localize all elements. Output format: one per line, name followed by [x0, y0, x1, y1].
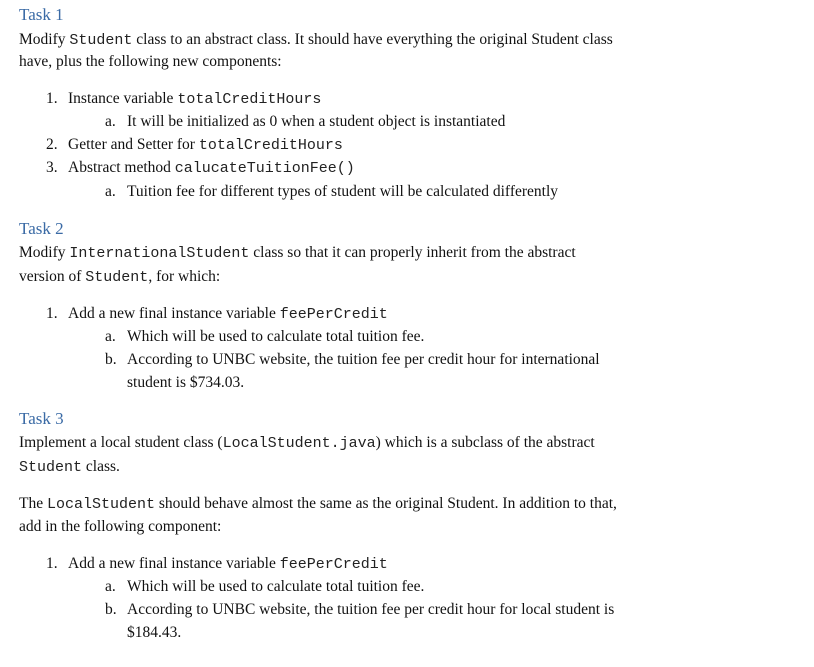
task1-list-item-1: 1. Instance variable totalCreditHours	[46, 90, 322, 108]
task3-intro-line1: Implement a local student class (LocalStudent.java) which is a subclass of the abstract	[19, 434, 595, 452]
task3-list-item-1: 1. Add a new final instance variable feePerCredit	[46, 555, 388, 573]
task1-heading: Task 1	[19, 5, 64, 24]
task1-list-item-2: 2. Getter and Setter for totalCreditHours	[46, 136, 343, 154]
task1-intro-line1: Modify Student class to an abstract class. It should have everything the original Student class	[19, 31, 613, 49]
task3-list-item-1b-cont: $184.43.	[127, 624, 182, 641]
task3-heading: Task 3	[19, 409, 64, 428]
task2-heading: Task 2	[19, 219, 64, 238]
task2-list-item-1a: a. Which will be used to calculate total tuition fee.	[105, 328, 425, 345]
task2-list-item-1b-cont: student is $734.03.	[127, 374, 245, 391]
task3-paragraph-line2: add in the following component:	[19, 518, 222, 535]
task3-list-item-1a: a. Which will be used to calculate total tuition fee.	[105, 578, 425, 595]
task3-intro-line2: Student class.	[19, 458, 120, 476]
task2-list-item-1b: b. According to UNBC website, the tuition fee per credit hour for international	[105, 351, 600, 368]
code-student: Student	[69, 32, 133, 49]
task2-intro-line1: Modify InternationalStudent class so that it can properly inherit from the abstract	[19, 244, 576, 262]
task1-list-item-1a: a. It will be initialized as 0 when a student object is instantiated	[105, 113, 506, 130]
task1-list-item-3a: a. Tuition fee for different types of student will be calculated differently	[105, 183, 559, 200]
task1-intro-line2: have, plus the following new components:	[19, 53, 282, 70]
task3-paragraph-line1: The LocalStudent should behave almost the same as the original Student. In addition to that,	[19, 495, 617, 513]
task3-list-item-1b: b. According to UNBC website, the tuition fee per credit hour for local student is	[105, 601, 615, 618]
task2-list-item-1: 1. Add a new final instance variable feePerCredit	[46, 305, 388, 323]
task2-intro-line2: version of Student, for which:	[19, 268, 221, 286]
task1-list-item-3: 3. Abstract method calucateTuitionFee()	[46, 159, 355, 177]
